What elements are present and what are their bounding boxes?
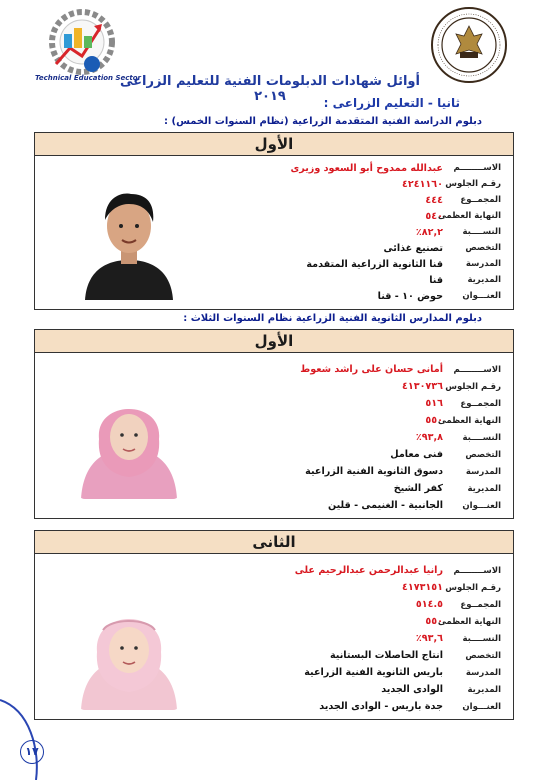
student-name: عبدالله ممدوح أبو السعود وزيرى (290, 162, 443, 174)
field-label: التخصص (465, 449, 501, 460)
field-label: المجمــوع (460, 599, 501, 610)
field-label: المجمــوع (460, 195, 501, 205)
percentage: ٩٣,٦٪ (415, 633, 443, 644)
field-label: المدرسة (465, 466, 501, 477)
directorate: الوادى الجديد (381, 684, 443, 695)
student-photo (77, 379, 181, 499)
field-label: النهاية العظمى (437, 211, 501, 221)
field-label: المدرسة (465, 259, 501, 269)
field-label: المديرية (467, 483, 501, 494)
seat-number: ٤١٣٠٧٣٦ (402, 381, 443, 392)
school: دسوق الثانوية الفنية الزراعية (305, 466, 443, 477)
student-card (34, 530, 514, 720)
student-card (34, 132, 514, 310)
field-label: التخصص (465, 650, 501, 661)
field-label: الاســــــــم (453, 565, 501, 576)
field-label: النهاية العظمى (437, 415, 501, 426)
specialization: تصنيع غذائى (383, 242, 443, 254)
student-fields (171, 562, 501, 715)
student-name: أمانى حسان على راشد شعوط (300, 364, 443, 375)
corner-decoration (0, 690, 60, 780)
percentage: ٨٢,٢٪ (415, 226, 443, 238)
school: باريس الثانوية الفنية الزراعية (304, 667, 443, 678)
student-photo (77, 170, 181, 300)
page-number: ١٧ (20, 740, 44, 764)
school: قنا الثانوية الزراعية المتقدمة (306, 258, 443, 270)
rank-header: الأول (35, 133, 513, 156)
rank-header: الأول (35, 330, 513, 353)
field-label: العنـــوان (462, 500, 501, 511)
directorate: قنا (429, 274, 443, 286)
total-score: ٤٤٤ (425, 194, 443, 206)
address: الجانبية - الغنيمى - قلين (327, 500, 443, 511)
field-label: رقـم الجلوس (445, 381, 501, 392)
max-score: ٥٥٠ (425, 616, 443, 627)
max-score: ٥٤٠ (425, 210, 443, 222)
field-label: رقـم الجلوس (445, 582, 501, 593)
total-score: ٥١٤.٥ (415, 599, 443, 610)
total-score: ٥١٦ (425, 398, 443, 409)
field-label: الاســــــــم (453, 163, 501, 173)
student-name: رانيا عبدالرحمن عبدالرحيم على (294, 565, 443, 576)
section-heading: ثانيا - التعليم الزراعى : (323, 96, 460, 110)
field-label: العنـــوان (462, 291, 501, 301)
field-label: رقـم الجلوس (445, 179, 501, 189)
field-label: العنـــوان (462, 701, 501, 712)
max-score: ٥٥٠ (425, 415, 443, 426)
student-fields (171, 361, 501, 514)
field-label: النســــبة (462, 227, 501, 237)
document-title: أوائل شهادات الدبلومات الفنية للتعليم الزراعى ٢٠١٩ (120, 74, 420, 104)
address: جدة باريس - الوادى الجديد (319, 701, 443, 712)
seat-number: ٤٢٤١١٦٠ (402, 178, 443, 190)
directorate: كفر الشيخ (393, 483, 443, 494)
field-label: المديرية (467, 684, 501, 695)
field-label: المديرية (467, 275, 501, 285)
percentage: ٩٣,٨٪ (415, 432, 443, 443)
field-label: المدرسة (465, 667, 501, 678)
specialization: فنى معامل (390, 449, 443, 460)
specialization: انتاج الحاصلات البستانية (329, 650, 443, 661)
rank-header: الثانى (35, 531, 513, 554)
field-label: المجمــوع (460, 398, 501, 409)
field-label: التخصص (465, 243, 501, 253)
field-label: النســــبة (462, 432, 501, 443)
group-heading-three-year: دبلوم المدارس الثانوية الفنية الزراعية نظام السنوات الثلاث : (183, 313, 482, 324)
ministry-seal-logo (430, 6, 508, 84)
student-card (34, 329, 514, 519)
field-label: الاســــــــم (453, 364, 501, 375)
field-label: النســــبة (462, 633, 501, 644)
technical-education-sector-logo (34, 4, 124, 84)
field-label: النهاية العظمى (437, 616, 501, 627)
seat-number: ٤١٧٣١٥١ (402, 582, 443, 593)
logo-caption: Technical Education Sector (34, 74, 141, 82)
group-heading-five-year: دبلوم الدراسة الفنية المتقدمة الزراعية (نظام السنوات الخمس) : (164, 116, 482, 127)
student-fields (171, 160, 501, 304)
student-photo (77, 590, 181, 710)
address: حوض ١٠ - قنا (377, 290, 443, 302)
